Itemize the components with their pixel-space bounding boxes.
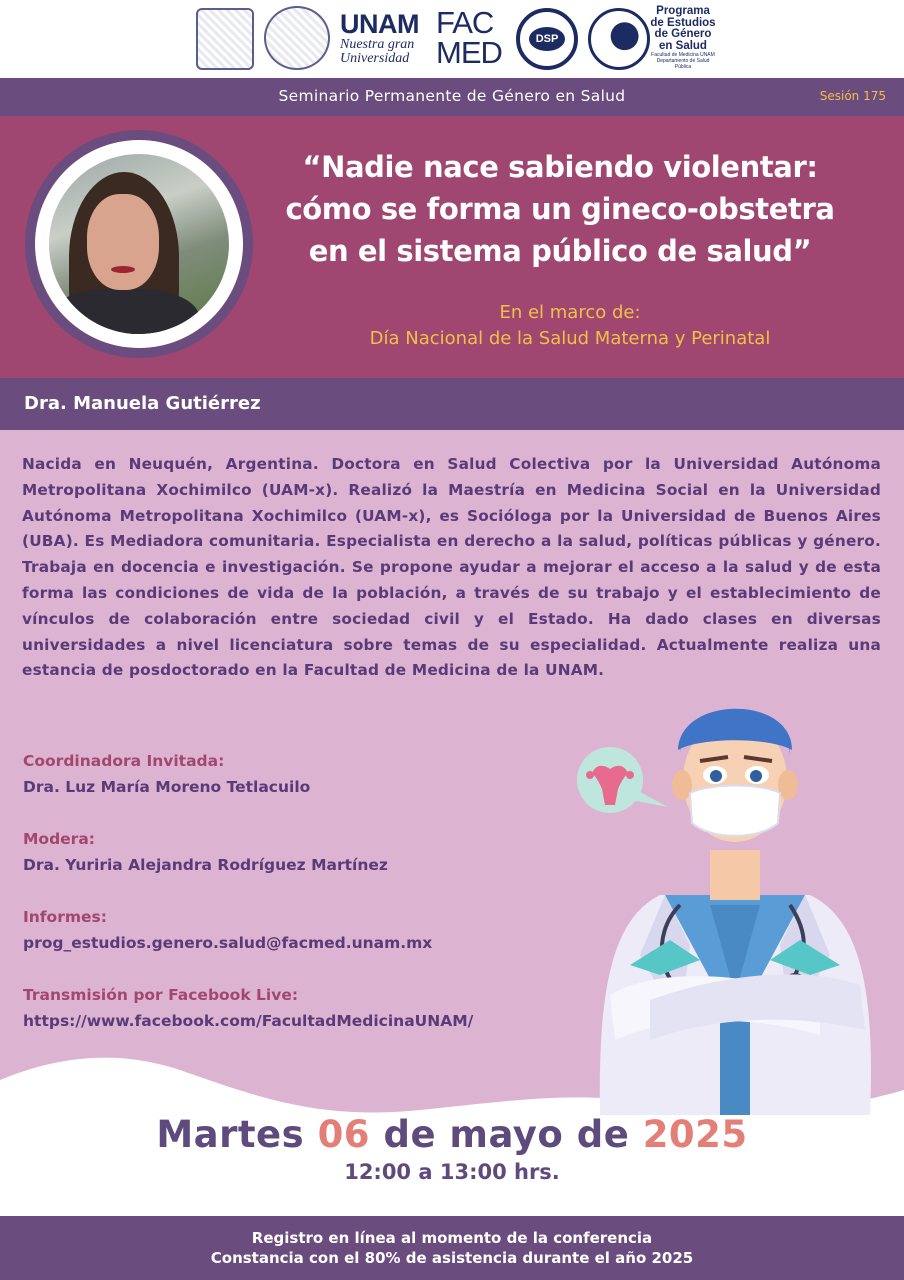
program-line-3: de Género [654,28,712,40]
photo-lips [111,266,135,273]
program-line-2: de Estudios [650,16,716,29]
program-line-1: Programa [656,5,710,17]
hero-section [0,116,904,378]
seminar-bar [0,78,904,116]
date-weekday: Martes [156,1113,305,1156]
photo-body [49,289,199,334]
event-time: 12:00 a 13:00 hrs. [344,1160,560,1184]
info-coordinator [23,750,563,798]
info-moderator [23,828,563,876]
event-frame [270,300,870,352]
session-number: Sesión 175 [819,89,886,103]
facultad-medicina-seal-logo [264,6,330,70]
attendance-note: Constancia con el 80% de asistencia durante el año 2025 [210,1249,694,1267]
doctor-illustration [570,695,900,1115]
speaker-name: Dra. Manuela Gutiérrez [24,393,261,414]
facmed-line-2: MED [436,35,502,70]
program-logo-text [648,6,718,70]
facmed-line-1: FAC [436,5,494,40]
date-year: 2025 [642,1113,748,1156]
unam-logo [340,10,428,68]
uterus-speech-bubble-icon [577,747,668,813]
speaker-bio: Nacida en Neuquén, Argentina. Doctora en Salud Colectiva por la Universidad Autónoma Metropolitana Xochimilco (UAM-x). Realizó la Maestría en Medicina Social en la Universidad Autónoma Metropolitana Xochimilco (UAM-x), es Socióloga por la Universidad de Buenos Aires (UBA). Es Mediadora comunitaria. Especialista en derecho a la salud, políticas públicas y género. Trabaja en docencia e investigación. Se propone ayudar a mejorar el acceso a la salud y de esta forma las condiciones de vida de la población, a través de su trabajo y el establecimiento de vínculos de colaboración entre sociedad civil y el Estado. Ha dado clases en diversas universidades a nivel licenciatura sobre temas de su especialidad. Actualmente realiza una estancia de posdoctorado en la Facultad de Medicina de la UNAM. [22,455,881,680]
footer-bar [0,1216,904,1280]
talk-title: “Nadie nace sabiendo violentar: cómo se forma un gineco-obstetra en el sistema público de salud” [285,150,835,268]
speaker-name-bar [0,378,904,430]
unam-seal-logo [196,8,254,70]
unam-logo-text: UNAM [340,9,419,39]
facmed-logo [436,5,508,70]
registration-note: Registro en línea al momento de la conferencia [251,1229,653,1247]
info-stream [23,984,563,1032]
program-line-4: en Salud [659,39,707,52]
program-tiny-text: Facultad de Medicina UNAM Departamento de Salud Pública [651,52,715,70]
dsp-logo-text: DSP [529,27,565,51]
facebook-live-link[interactable]: https://www.facebook.com/FacultadMedicinaUNAM/ [23,1012,474,1030]
info-contact [23,906,563,954]
speaker-photo [49,154,229,334]
info-value: Dra. Yuriria Alejandra Rodríguez Martínez [23,856,388,874]
unam-slogan: Nuestra gran Universidad [340,37,415,66]
logo-bar [0,0,904,78]
date-month: de mayo de [383,1113,630,1156]
seminar-title: Seminario Permanente de Género en Salud [278,87,626,105]
date-day: 06 [317,1113,371,1156]
frame-intro: En el marco de: [499,302,641,323]
program-profile-logo-icon [588,8,650,70]
info-label: Informes: [23,908,107,926]
photo-face [87,194,159,290]
info-label: Coordinadora Invitada: [23,752,225,770]
contact-email-link[interactable]: prog_estudios.genero.salud@facmed.unam.mx [23,934,433,952]
info-value: Dra. Luz María Moreno Tetlacuilo [23,778,311,796]
photo-ring-inner [35,140,243,348]
frame-occasion: Día Nacional de la Salud Materna y Perinatal [369,328,771,349]
event-date [0,1113,904,1156]
speaker-photo-frame [25,130,253,358]
info-label: Transmisión por Facebook Live: [23,986,299,1004]
info-label: Modera: [23,830,95,848]
dsp-logo [516,8,578,70]
